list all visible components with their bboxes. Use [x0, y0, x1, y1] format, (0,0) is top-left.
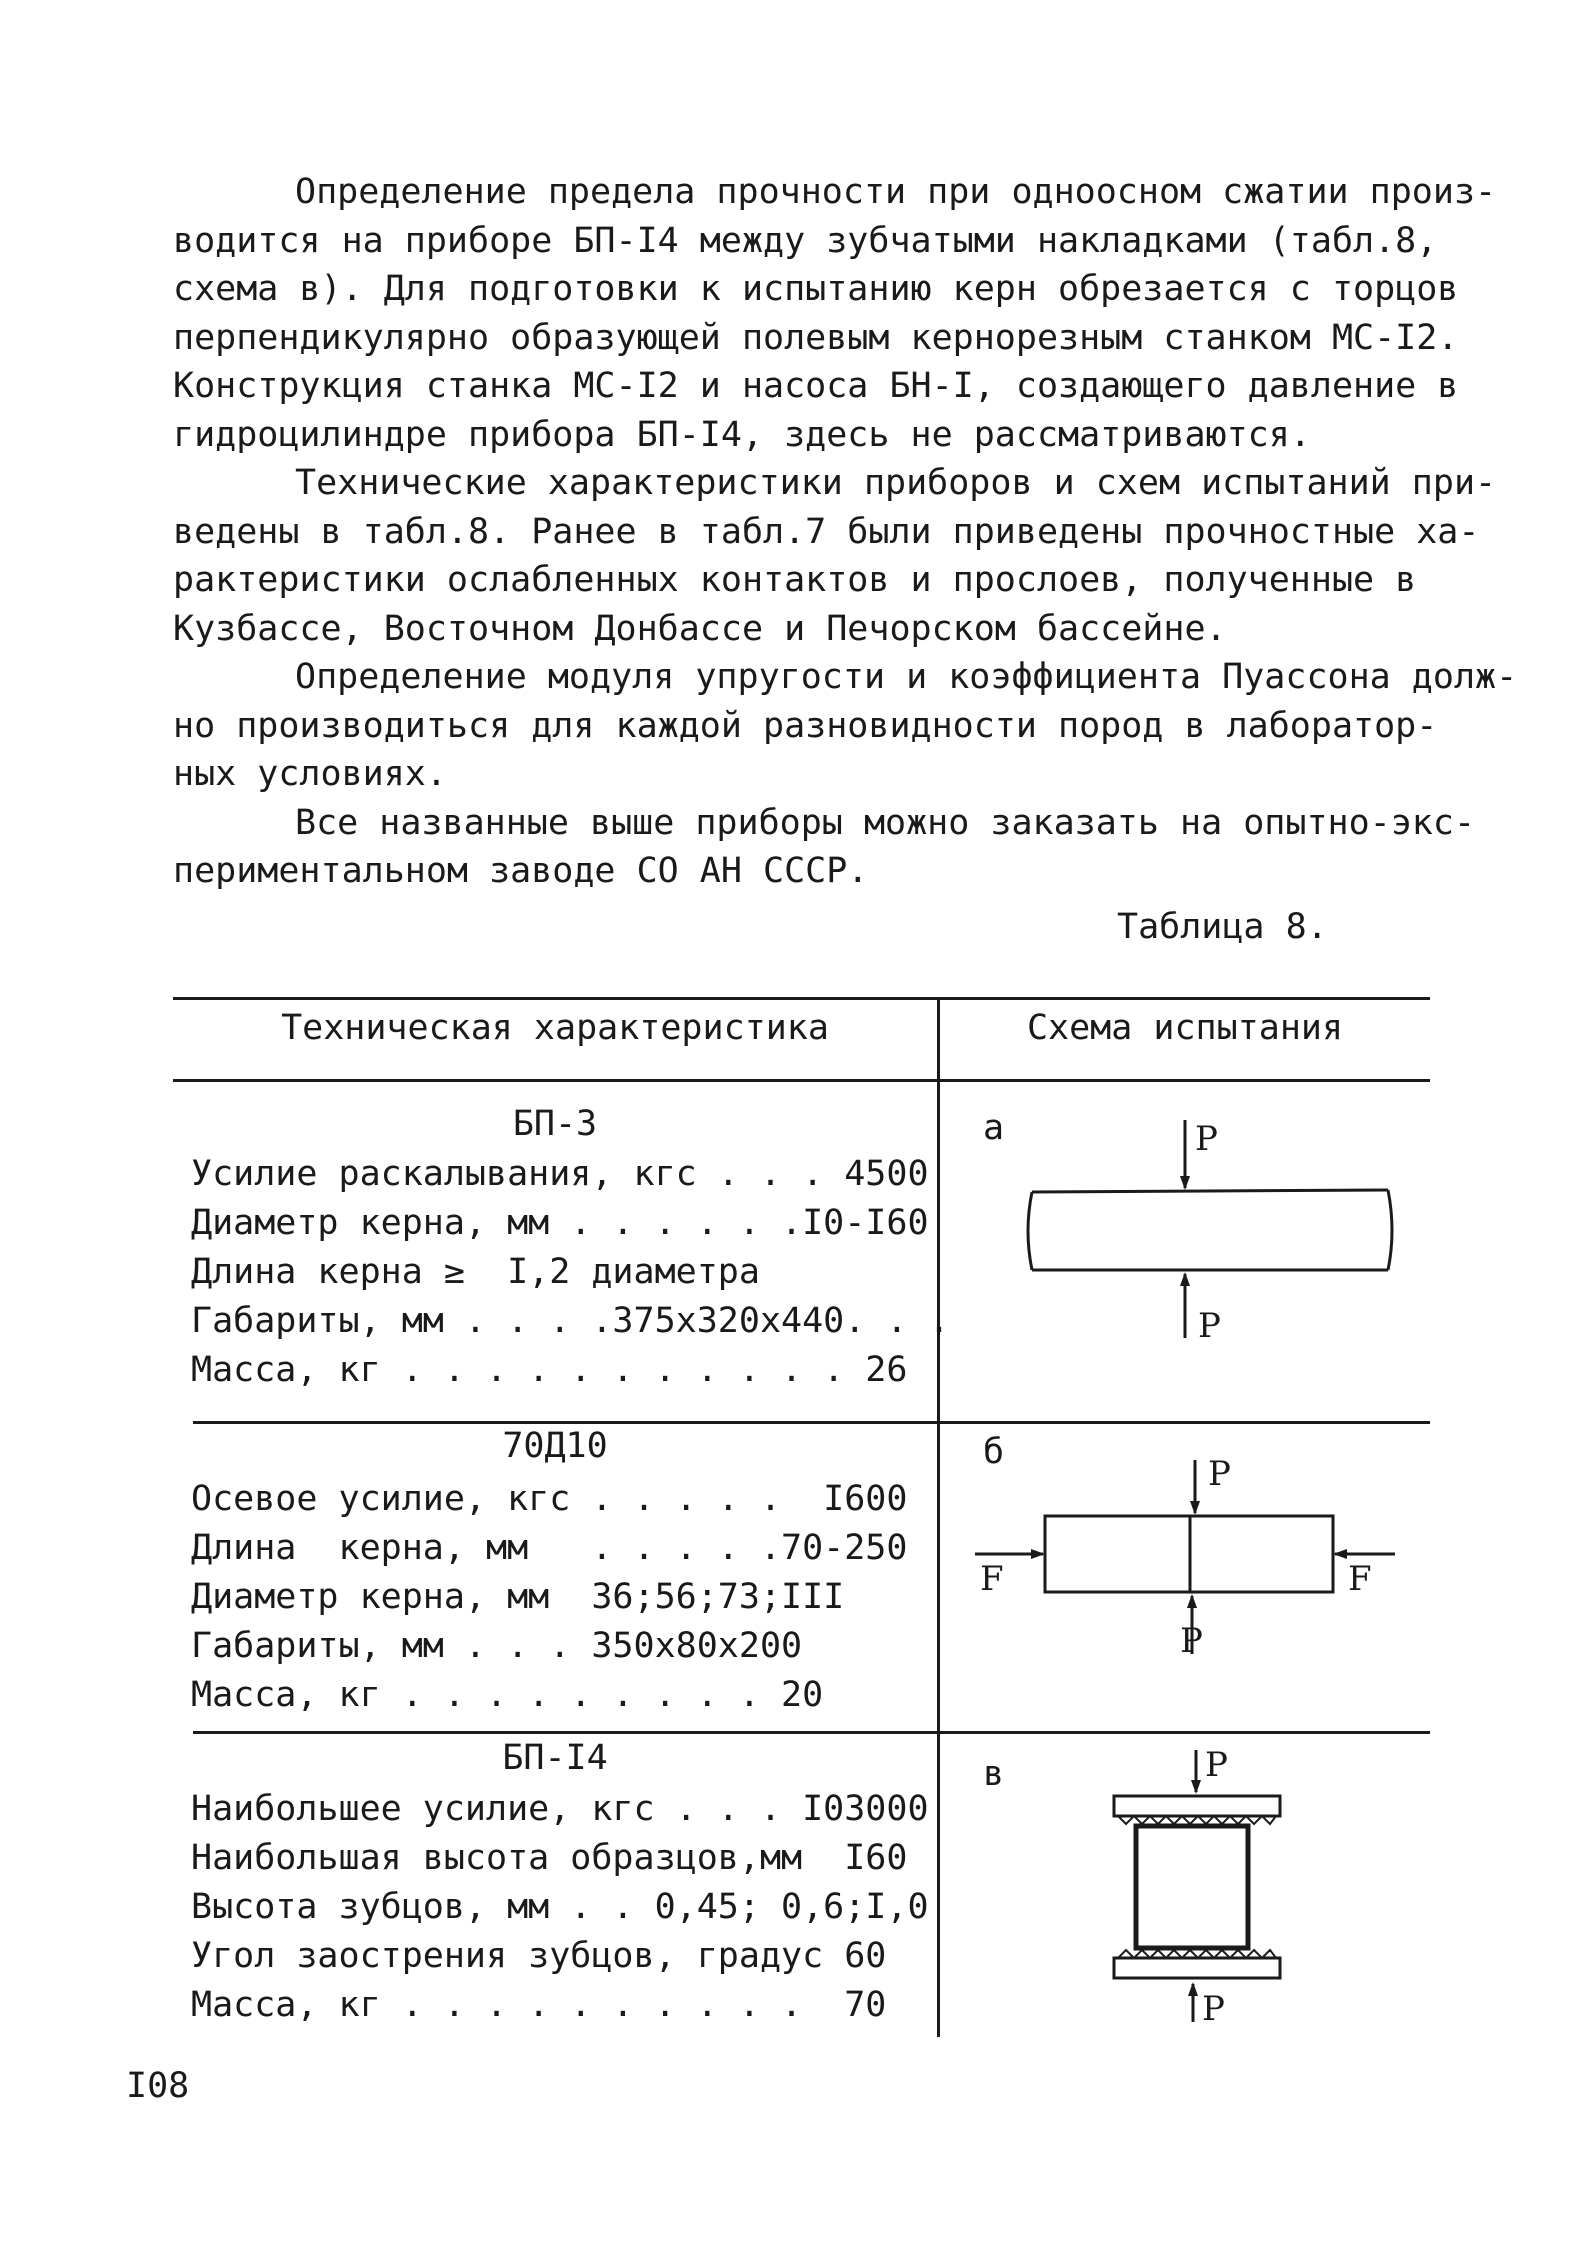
- header-spec: Техническая характеристика: [281, 1008, 829, 1048]
- scheme-v-diagram: [1100, 1740, 1300, 2030]
- spec-item: Диаметр керна, мм . . . . . .I0-I60: [191, 1203, 929, 1243]
- spec-item: Диаметр керна, мм 36;56;73;III: [191, 1577, 845, 1617]
- scheme-b-diagram: [970, 1450, 1410, 1670]
- spec-item: Высота зубцов, мм . . 0,45; 0,6;I,0: [191, 1887, 929, 1927]
- svg-text:P: P: [1202, 1989, 1225, 2029]
- spec-item: Усилие раскалывания, кгс . . . 4500: [191, 1154, 929, 1194]
- device-name-70d10: 70Д10: [502, 1426, 608, 1466]
- text-line: гидроцилиндре прибора БП-I4, здесь не рассматриваются.: [173, 414, 1311, 455]
- body-text: [173, 168, 1518, 896]
- spec-item: Масса, кг . . . . . . . . . 20: [191, 1675, 824, 1715]
- spec-list-bp3: [191, 1150, 950, 1395]
- paragraph-2: [173, 459, 1497, 653]
- spec-item: Наибольшая высота образцов,мм I60: [191, 1838, 908, 1878]
- device-name-bp14: БП-I4: [502, 1738, 608, 1778]
- header-scheme: Схема испытания: [1026, 1008, 1344, 1048]
- spec-item: Масса, кг . . . . . . . . . . . 26: [191, 1350, 908, 1390]
- svg-text:F: F: [980, 1559, 1004, 1599]
- svg-text:P: P: [1205, 1745, 1228, 1785]
- paragraph-4: [173, 799, 1476, 896]
- text-line: периментальном заводе СО АН СССР.: [173, 851, 869, 891]
- spec-item: Длина керна, мм . . . . .70-250: [191, 1528, 908, 1568]
- text-line: ных условиях.: [173, 754, 447, 794]
- spec-item: Наибольшее усилие, кгс . . . I03000: [191, 1789, 929, 1829]
- table-top-rule: [173, 997, 1430, 1000]
- spec-item: Габариты, мм . . . .375х320х440. . .: [191, 1301, 950, 1341]
- device-name-bp3: БП-3: [512, 1104, 598, 1144]
- scheme-a-diagram: [1020, 1110, 1420, 1350]
- paragraph-3: [173, 653, 1518, 799]
- svg-text:P: P: [1198, 1306, 1221, 1346]
- paragraph-1: [173, 168, 1497, 459]
- scheme-letter-v: в: [983, 1754, 1005, 1794]
- svg-text:P: P: [1208, 1454, 1231, 1494]
- text-line: Все названные выше приборы можно заказать на опытно-экс-: [295, 802, 1476, 843]
- spec-item: Длина керна ≥ I,2 диаметра: [191, 1252, 760, 1292]
- spec-item: Габариты, мм . . . 350х80х200: [191, 1626, 803, 1666]
- svg-text:P: P: [1180, 1621, 1203, 1661]
- page-number: I08: [126, 2066, 190, 2106]
- spec-item: Масса, кг . . . . . . . . . . 70: [191, 1985, 887, 2025]
- table-caption: Таблица 8.: [1117, 907, 1328, 947]
- text-line: схема в). Для подготовки к испытанию керн обрезается с торцов: [173, 269, 1459, 309]
- spec-list-70d10: [191, 1475, 907, 1720]
- text-line: Технические характеристики приборов и схем испытаний при-: [295, 463, 1497, 503]
- text-line: рактеристики ослабленных контактов и прослоев, полученные в: [173, 560, 1417, 600]
- spec-item: Осевое усилие, кгс . . . . . I600: [191, 1479, 908, 1519]
- text-line: Кузбассе, Восточном Донбассе и Печорском бассейне.: [173, 608, 1227, 649]
- text-line: Конструкция станка МС-I2 и насоса БН-I, создающего давление в: [173, 366, 1459, 406]
- text-line: перпендикулярно образующей полевым кернорезным станком МС-I2.: [173, 317, 1459, 358]
- spec-list-bp14: [191, 1785, 929, 2030]
- spec-item: Угол заострения зубцов, градус 60: [191, 1936, 887, 1976]
- svg-text:F: F: [1348, 1559, 1372, 1599]
- text-line: водится на приборе БП-I4 между зубчатыми накладками (табл.8,: [173, 220, 1438, 261]
- text-line: Определение предела прочности при одноосном сжатии произ-: [295, 172, 1497, 212]
- scheme-letter-a: а: [983, 1108, 1005, 1148]
- svg-text:P: P: [1195, 1119, 1218, 1159]
- text-line: но производиться для каждой разновидности пород в лаборатор-: [173, 705, 1438, 746]
- scheme-letter-b: б: [983, 1432, 1005, 1472]
- text-line: Определение модуля упругости и коэффициента Пуассона долж-: [295, 657, 1518, 697]
- text-line: ведены в табл.8. Ранее в табл.7 были приведены прочностные ха-: [173, 511, 1480, 552]
- table-header-rule: [173, 1079, 1430, 1082]
